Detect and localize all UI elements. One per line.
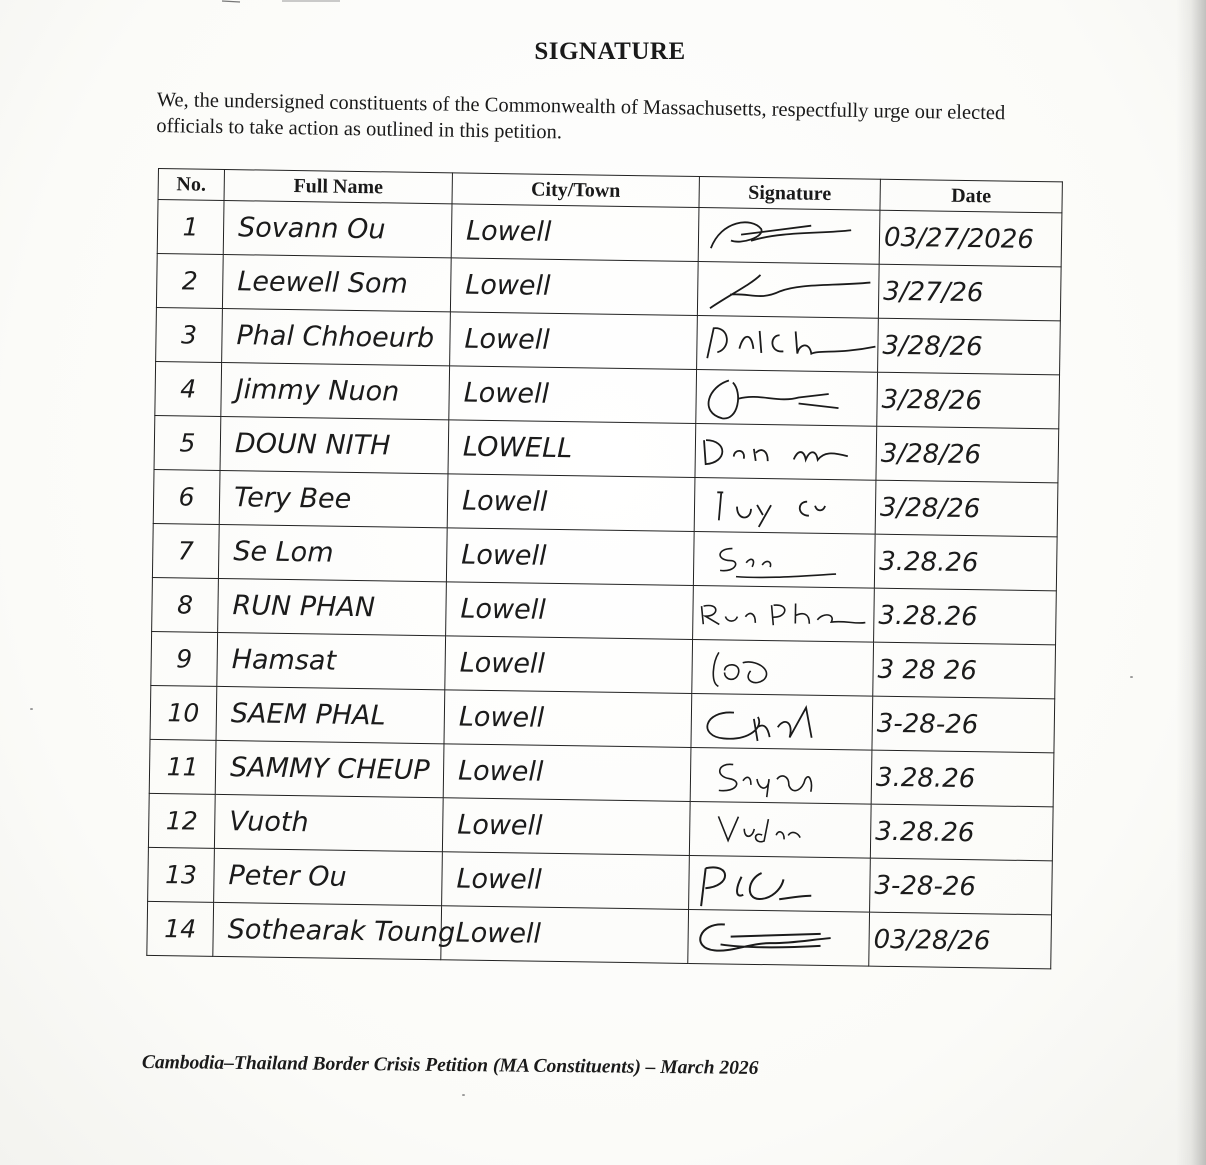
date: 3.28.26 <box>871 750 1054 807</box>
city-town: Lowell <box>449 366 697 424</box>
signature <box>693 531 875 588</box>
date: 3/28/26 <box>875 480 1058 537</box>
city-town: Lowell <box>450 258 698 316</box>
row-number: 2 <box>156 253 223 308</box>
signature <box>688 909 870 966</box>
row-number: 3 <box>156 307 223 362</box>
handwritten-signature-2 <box>700 264 879 317</box>
signature-table <box>146 168 1062 981</box>
full-name: RUN PHAN <box>218 578 447 635</box>
handwritten-signature-1 <box>701 210 880 263</box>
date: 03/28/26 <box>869 912 1052 969</box>
signature <box>691 693 873 750</box>
handwritten-signature-10 <box>693 696 872 749</box>
date: 3.28.26 <box>874 534 1057 591</box>
full-name: Se Lom <box>218 524 447 581</box>
row-number: 14 <box>147 901 214 956</box>
row-number: 12 <box>148 793 215 848</box>
row-number: 5 <box>154 415 221 470</box>
full-name: Sothearak Toung <box>213 902 442 959</box>
scan-speck <box>1130 676 1133 678</box>
city-town: Lowell <box>447 474 695 532</box>
date: 3/28/26 <box>876 426 1059 483</box>
date: 3/28/26 <box>877 372 1060 429</box>
handwritten-signature-7 <box>696 534 875 587</box>
handwritten-signature-9 <box>694 642 873 695</box>
signature <box>696 370 878 427</box>
city-town: Lowell <box>441 906 689 964</box>
full-name: Jimmy Nuon <box>221 362 450 419</box>
full-name: Sovann Ou <box>223 200 452 257</box>
row-number: 6 <box>153 469 220 524</box>
city-town: Lowell <box>446 582 694 640</box>
date: 3-28-26 <box>870 858 1053 915</box>
handwritten-signature-12 <box>692 804 871 857</box>
signature <box>693 585 875 642</box>
city-town: Lowell <box>451 204 699 262</box>
handwritten-signature-14 <box>690 911 869 964</box>
handwritten-signature-3 <box>699 318 878 371</box>
date: 3/27/26 <box>878 264 1061 321</box>
full-name: Phal Chhoeurb <box>222 308 451 365</box>
city-town: Lowell <box>446 528 694 586</box>
page-title: SIGNATURE <box>534 38 686 65</box>
handwritten-signature-8 <box>695 588 874 641</box>
city-town: Lowell <box>442 798 690 856</box>
signature <box>695 424 877 481</box>
city-town: Lowell <box>443 744 691 802</box>
handwritten-signature-11 <box>693 750 872 803</box>
row-number: 4 <box>155 361 222 416</box>
scan-speck <box>462 1094 465 1096</box>
full-name: SAMMY CHEUP <box>215 740 444 797</box>
date: 3.28.26 <box>874 588 1057 645</box>
handwritten-signature-13 <box>691 857 870 910</box>
header-city-town: City/Town <box>452 173 699 208</box>
city-town: Lowell <box>442 852 690 910</box>
scan-edge-shadow <box>1176 0 1206 1165</box>
handwritten-signature-4 <box>698 372 877 425</box>
date: 3/28/26 <box>878 318 1061 375</box>
row-number: 9 <box>151 631 218 686</box>
full-name: Tery Bee <box>219 470 448 527</box>
header-signature: Signature <box>699 177 880 211</box>
full-name: Hamsat <box>217 632 446 689</box>
signature <box>690 747 872 804</box>
row-number: 13 <box>148 847 215 902</box>
date: 3-28-26 <box>872 696 1055 753</box>
date: 03/27/2026 <box>879 210 1062 267</box>
city-town: Lowell <box>444 690 692 748</box>
row-number: 11 <box>149 739 216 794</box>
city-town: Lowell <box>445 636 693 694</box>
row-number: 8 <box>152 577 219 632</box>
signature <box>697 316 879 373</box>
city-town: LOWELL <box>448 420 696 478</box>
date: 3.28.26 <box>870 804 1053 861</box>
signature <box>689 801 871 858</box>
top-scan-artifact <box>222 0 342 4</box>
row-number: 1 <box>157 200 224 255</box>
scan-speck <box>30 708 33 710</box>
petition-intro: We, the undersigned constituents of the Commonwealth of Massachusetts, respectfully urge our elected officials to take action as outlined in this petition. <box>156 88 1006 143</box>
date: 3 28 26 <box>873 642 1056 699</box>
handwritten-signature-5 <box>697 426 876 479</box>
header-full-name: Full Name <box>224 169 452 203</box>
full-name: Peter Ou <box>214 848 443 905</box>
city-town: Lowell <box>450 312 698 370</box>
row-number: 7 <box>152 523 219 578</box>
full-name: Leewell Som <box>222 254 451 311</box>
full-name: Vuoth <box>214 794 443 851</box>
handwritten-signature-6 <box>697 480 876 533</box>
signature <box>697 262 879 319</box>
signature <box>698 208 880 265</box>
signature <box>689 855 871 912</box>
full-name: DOUN NITH <box>220 416 449 473</box>
header-date: Date <box>880 179 1062 213</box>
signature <box>694 477 876 534</box>
row-number: 10 <box>150 685 217 740</box>
signature <box>692 639 874 696</box>
petition-footer: Cambodia–Thailand Border Crisis Petition (MA Constituents) – March 2026 <box>141 1052 759 1079</box>
full-name: SAEM PHAL <box>216 686 445 743</box>
header-no: No. <box>158 169 224 201</box>
